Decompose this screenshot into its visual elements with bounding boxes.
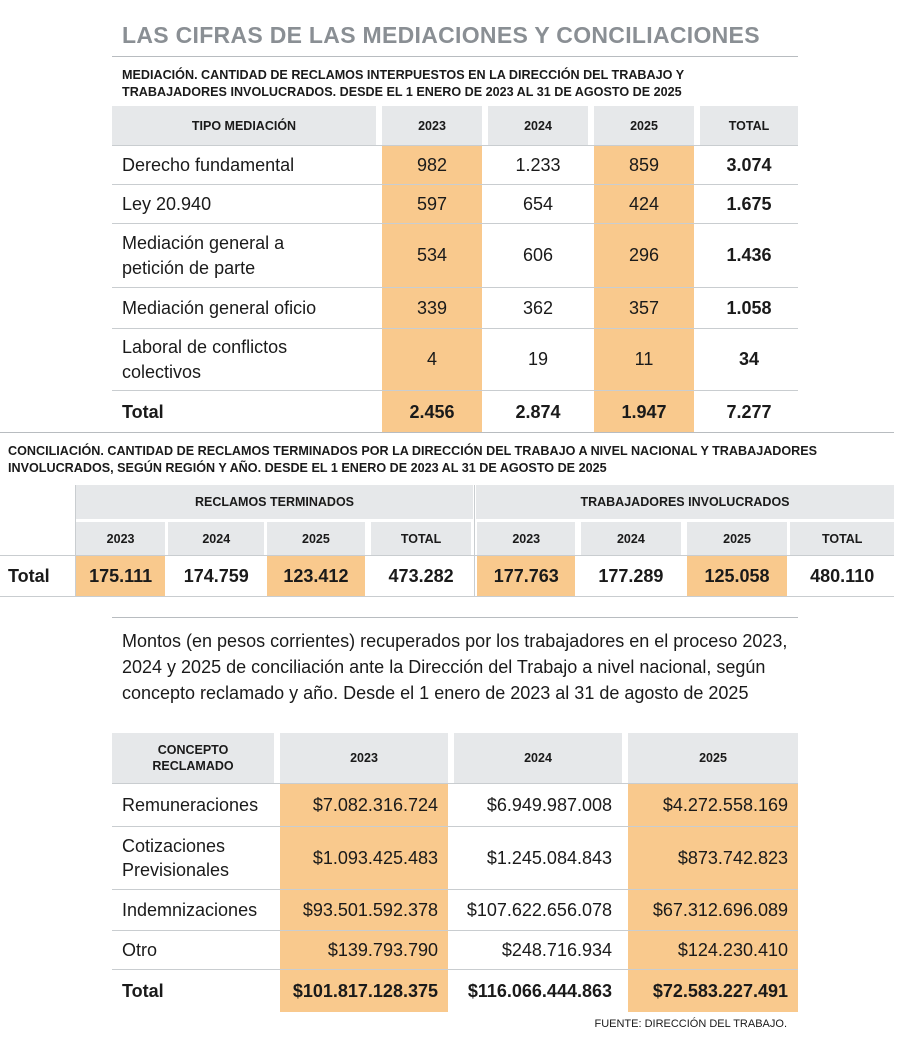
sub-header-2023: 2023 <box>477 522 575 555</box>
table-cell-total: 3.074 <box>726 154 772 175</box>
row-label: Total <box>8 565 50 586</box>
table-cell: 11 <box>594 329 694 390</box>
table-row <box>112 223 798 287</box>
table-cell: 606 <box>522 245 554 265</box>
sub-header-2025: 2025 <box>687 522 788 555</box>
table-cell: 19 <box>527 349 549 369</box>
table-row <box>112 328 798 390</box>
source-note: FUENTE: DIRECCIÓN DEL TRABAJO. <box>594 1018 787 1030</box>
table-cell: 177.289 <box>598 565 664 586</box>
table-cell: $116.066.444.863 <box>467 980 612 1001</box>
table-total-row <box>112 390 798 433</box>
row-label: Cotizaciones Previsionales <box>122 836 230 880</box>
table-cell-total: 473.282 <box>388 565 454 586</box>
table-cell: 296 <box>594 224 694 287</box>
row-label: Mediación general oficio <box>122 297 317 318</box>
row-label: Ley 20.940 <box>122 193 212 214</box>
col-header-2025: 2025 <box>628 733 798 783</box>
table-cell: 2.874 <box>515 401 561 422</box>
column-divider <box>474 485 475 596</box>
table-cell-total: 34 <box>738 349 760 369</box>
table-cell: $248.716.934 <box>501 939 612 960</box>
table-cell: $4.272.558.169 <box>628 784 798 826</box>
sub-header-2024: 2024 <box>168 522 264 555</box>
table-cell: 339 <box>382 288 482 328</box>
mediacion-header-row <box>112 106 798 145</box>
table-cell: $93.501.592.378 <box>280 890 448 930</box>
table-row <box>112 889 798 930</box>
conciliacion-title-line2: INVOLUCRADOS, SEGÚN REGIÓN Y AÑO. DESDE EL 1 ENERO DE 2023 AL 31 DE AGOSTO DE 2025 <box>8 461 607 475</box>
table-cell: $101.817.128.375 <box>280 970 448 1012</box>
row-label: Remuneraciones <box>122 795 259 815</box>
section-divider <box>0 432 894 433</box>
table-cell: $107.622.656.078 <box>466 899 612 920</box>
row-label: Laboral de conflictos colectivos <box>122 336 288 382</box>
sub-header-total: TOTAL <box>790 522 894 555</box>
table-cell: 859 <box>594 146 694 184</box>
col-header-2023: 2023 <box>382 106 482 145</box>
table-cell: 2.456 <box>382 391 482 433</box>
table-cell: 177.763 <box>477 556 575 596</box>
table-cell: 125.058 <box>687 556 788 596</box>
conciliacion-title <box>8 443 817 477</box>
row-label: Otro <box>122 940 158 960</box>
col-header-2025: 2025 <box>594 106 694 145</box>
table-cell: $124.230.410 <box>628 931 798 969</box>
table-row <box>112 826 798 889</box>
table-cell: 1.947 <box>594 391 694 433</box>
table-cell: $873.742.823 <box>628 827 798 889</box>
table-cell-total: 1.058 <box>726 297 772 318</box>
table-cell: 362 <box>522 297 554 318</box>
mediacion-table <box>112 106 798 433</box>
table-cell: 175.111 <box>76 556 166 596</box>
sub-header-2025: 2025 <box>267 522 365 555</box>
table-row <box>112 930 798 969</box>
group-header-reclamos: RECLAMOS TERMINADOS <box>76 485 473 519</box>
table-cell-total: 7.277 <box>726 401 772 422</box>
sub-header-2024: 2024 <box>581 522 681 555</box>
sub-header-2023: 2023 <box>76 522 166 555</box>
table-row <box>112 783 798 826</box>
table-cell-total: 1.436 <box>726 245 772 265</box>
table-total-row <box>112 969 798 1012</box>
mediacion-title <box>122 67 684 101</box>
mediacion-title-line2: TRABAJADORES INVOLUCRADOS. DESDE EL 1 ENERO DE 2023 AL 31 DE AGOSTO DE 2025 <box>122 85 682 99</box>
montos-table <box>112 733 798 1012</box>
row-label: Derecho fundamental <box>122 154 295 175</box>
col-header-2024: 2024 <box>454 733 622 783</box>
sub-header-total: TOTAL <box>371 522 472 555</box>
table-cell: $7.082.316.724 <box>280 784 448 826</box>
row-label: Total <box>122 981 164 1001</box>
group-header-row <box>0 485 894 519</box>
table-cell: $67.312.696.089 <box>628 890 798 930</box>
col-header-2024: 2024 <box>488 106 588 145</box>
table-cell-total: 1.675 <box>726 193 772 214</box>
table-cell: $139.793.790 <box>280 931 448 969</box>
table-cell: $6.949.987.008 <box>486 794 612 815</box>
title-divider <box>112 56 798 57</box>
table-row <box>112 145 798 184</box>
table-row <box>112 184 798 223</box>
montos-header-row <box>112 733 798 783</box>
table-cell: 982 <box>382 146 482 184</box>
table-cell: 654 <box>522 193 554 214</box>
col-header-total: TOTAL <box>700 106 798 145</box>
table-cell: 357 <box>594 288 694 328</box>
table-cell: 534 <box>382 224 482 287</box>
row-label: Mediación general a petición de parte <box>122 232 285 278</box>
table-total-row <box>0 555 894 597</box>
table-cell: 597 <box>382 185 482 223</box>
row-label: Indemnizaciones <box>122 900 258 920</box>
conciliacion-table <box>0 485 894 597</box>
table-row <box>112 287 798 328</box>
table-cell: 1.233 <box>515 154 561 175</box>
table-cell-total: 480.110 <box>810 565 875 586</box>
table-cell: 4 <box>382 329 482 390</box>
sub-header-row <box>0 522 894 555</box>
section-divider <box>112 617 798 618</box>
column-divider <box>75 485 76 596</box>
table-cell: 174.759 <box>183 565 249 586</box>
group-header-trabajadores: TRABAJADORES INVOLUCRADOS <box>476 485 894 519</box>
table-cell: $1.245.084.843 <box>486 847 612 868</box>
conciliacion-title-line1: CONCILIACIÓN. CANTIDAD DE RECLAMOS TERMINADOS POR LA DIRECCIÓN DEL TRABAJO A NIVEL NACIONAL Y TRABAJADORES <box>8 444 818 458</box>
col-header-2023: 2023 <box>280 733 448 783</box>
table-cell: 424 <box>594 185 694 223</box>
page-title: LAS CIFRAS DE LAS MEDIACIONES Y CONCILIACIONES <box>122 22 760 48</box>
table-cell: 123.412 <box>267 556 365 596</box>
row-label: Total <box>122 401 164 422</box>
col-header-concepto: CONCEPTO RECLAMADO <box>112 733 274 783</box>
table-cell: $72.583.227.491 <box>628 970 798 1012</box>
mediacion-title-line1: MEDIACIÓN. CANTIDAD DE RECLAMOS INTERPUESTOS EN LA DIRECCIÓN DEL TRABAJO Y <box>122 68 685 82</box>
montos-description: Montos (en pesos corrientes) recuperados por los trabajadores en el proceso 2023, 2024 y 2025 de conciliación ante la Dirección del Trabajo a nivel nacional, según concepto reclamado y año. Desde el 1 enero de 2023 al 31 de agosto de 2025 <box>122 631 788 703</box>
table-cell: $1.093.425.483 <box>280 827 448 889</box>
col-header-tipo: TIPO MEDIACIÓN <box>112 106 376 145</box>
